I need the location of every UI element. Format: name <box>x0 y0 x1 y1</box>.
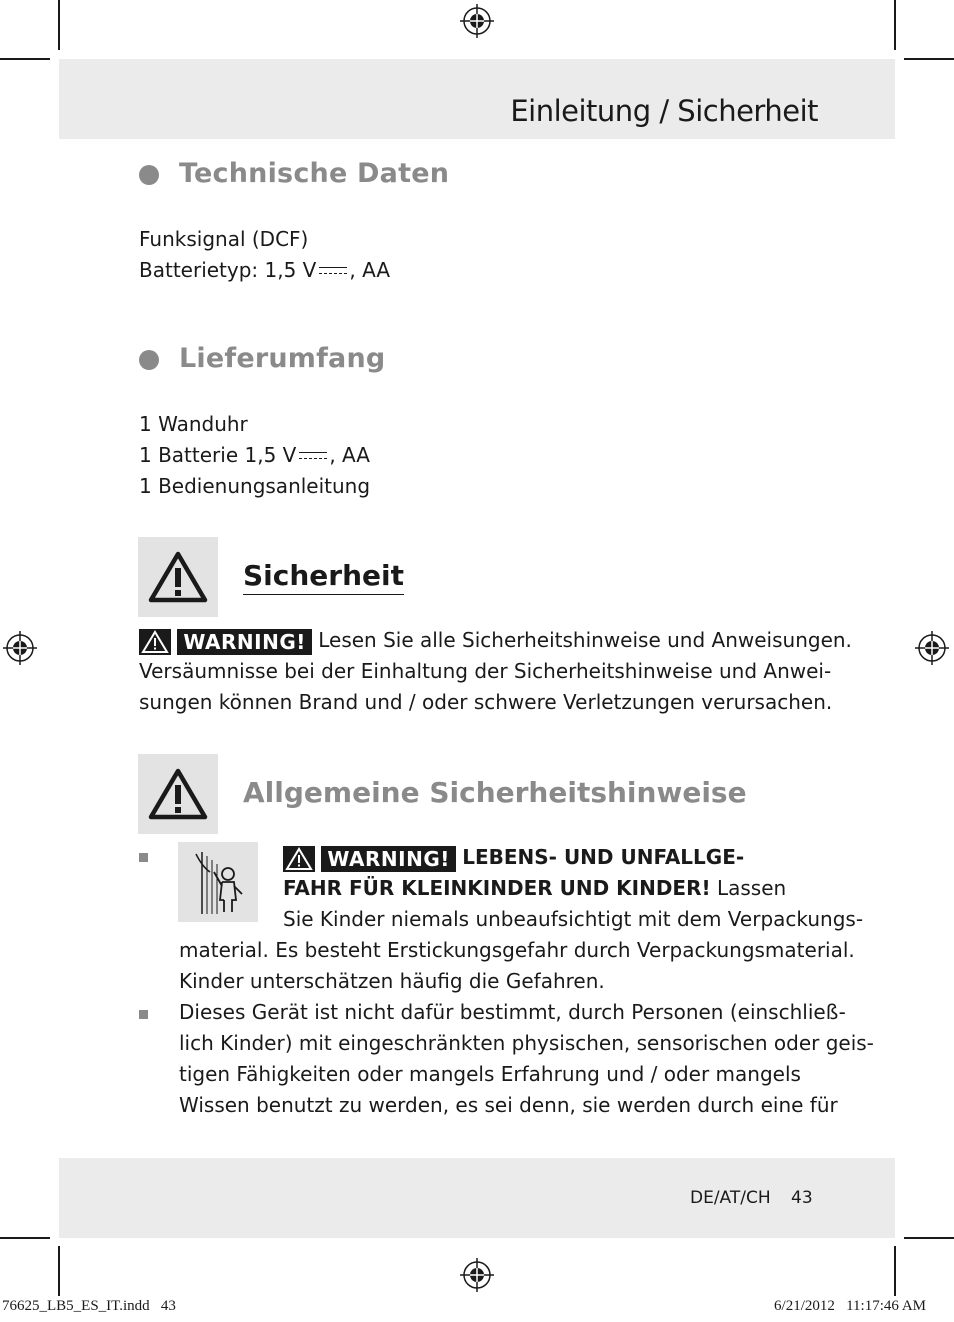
child-hazard-icon <box>178 842 258 922</box>
dc-current-icon <box>319 267 347 276</box>
crop-mark <box>58 0 60 50</box>
bullet1-caps1: LEBENS- UND UNFALLGE- <box>462 845 745 869</box>
page-title: Einleitung / Sicherheit <box>510 94 818 128</box>
slug-filename: 76625_LB5_ES_IT.indd 43 <box>2 1298 176 1314</box>
dc-current-icon <box>299 452 327 461</box>
heading-allgemeine-sicherheitshinweise: Allgemeine Sicherheitshinweise <box>243 776 747 809</box>
list-bullet <box>139 853 148 862</box>
bullet1-line5: Kinder unterschätzen häufig die Gefahren. <box>179 969 605 993</box>
text-wanduhr: 1 Wanduhr <box>139 412 248 436</box>
crop-mark <box>0 58 50 60</box>
crop-mark <box>894 0 896 50</box>
section-bullet-dot <box>139 350 159 370</box>
bullet1-caps2: FAHR FÜR KLEINKINDER UND KINDER! <box>283 876 711 900</box>
footer-page-number: 43 <box>791 1188 813 1208</box>
bullet2-line2: lich Kinder) mit eingeschränkten physischen, sensorischen oder geis- <box>179 1031 874 1055</box>
sicherheit-line2: Versäumnisse bei der Einhaltung der Sicherheitshinweise und Anwei- <box>139 659 832 683</box>
text-bedienungsanleitung: 1 Bedienungsanleitung <box>139 474 371 498</box>
batterie-prefix: 1 Batterie 1,5 V <box>139 443 297 467</box>
crop-mark <box>0 1237 50 1239</box>
batterietyp-suffix: , AA <box>349 258 391 282</box>
crop-mark <box>904 58 954 60</box>
registration-mark-icon <box>460 4 494 38</box>
list-bullet <box>139 1010 148 1019</box>
child-hazard-box <box>178 842 258 922</box>
warning-triangle-icon <box>283 846 315 872</box>
sicherheit-line1: Lesen Sie alle Sicherheitshinweise und Anweisungen. <box>318 628 852 652</box>
warning-badge: WARNING! <box>177 629 312 655</box>
registration-mark-icon <box>3 631 37 665</box>
bullet2-line4: Wissen benutzt zu werden, es sei denn, sie werden durch eine für <box>179 1093 838 1117</box>
heading-sicherheit: Sicherheit <box>243 559 404 595</box>
slug-timestamp: 6/21/2012 11:17:46 AM <box>774 1298 926 1314</box>
heading-lieferumfang: Lieferumfang <box>179 343 386 374</box>
section-bullet-dot <box>139 165 159 185</box>
bullet1-line4: material. Es besteht Erstickungsgefahr durch Verpackungsmaterial. <box>179 938 855 962</box>
registration-mark-icon <box>460 1258 494 1292</box>
sicherheit-line3: sungen können Brand und / oder schwere Verletzungen verursachen. <box>139 690 833 714</box>
text-funksignal: Funksignal (DCF) <box>139 227 309 251</box>
heading-technische-daten: Technische Daten <box>179 158 450 189</box>
registration-mark-icon <box>915 631 949 665</box>
warning-line <box>139 625 852 656</box>
text-batterietyp <box>139 255 390 286</box>
bullet1-line3: Sie Kinder niemals unbeaufsichtigt mit dem Verpackungs- <box>283 907 864 931</box>
text-batterie <box>139 440 370 471</box>
crop-mark <box>904 1237 954 1239</box>
crop-mark <box>894 1246 896 1296</box>
crop-mark <box>58 1246 60 1296</box>
bullet2-line1: Dieses Gerät ist nicht dafür bestimmt, durch Personen (einschließ- <box>179 1000 846 1024</box>
bullet1-line1 <box>283 842 744 873</box>
warning-triangle-box <box>138 754 218 834</box>
batterie-suffix: , AA <box>329 443 370 467</box>
bullet2-line3: tigen Fähigkeiten oder mangels Erfahrung und / oder mangels <box>179 1062 801 1086</box>
warning-triangle-icon <box>148 768 208 820</box>
warning-triangle-icon <box>139 629 171 655</box>
warning-triangle-icon <box>148 551 208 603</box>
warning-badge: WARNING! <box>321 846 456 872</box>
warning-triangle-box <box>138 537 218 617</box>
bullet1-line2-rest: Lassen <box>716 876 787 900</box>
bullet1-line2 <box>283 873 786 904</box>
batterietyp-prefix: Batterietyp: 1,5 V <box>139 258 317 282</box>
footer-region: DE/AT/CH <box>690 1188 771 1208</box>
